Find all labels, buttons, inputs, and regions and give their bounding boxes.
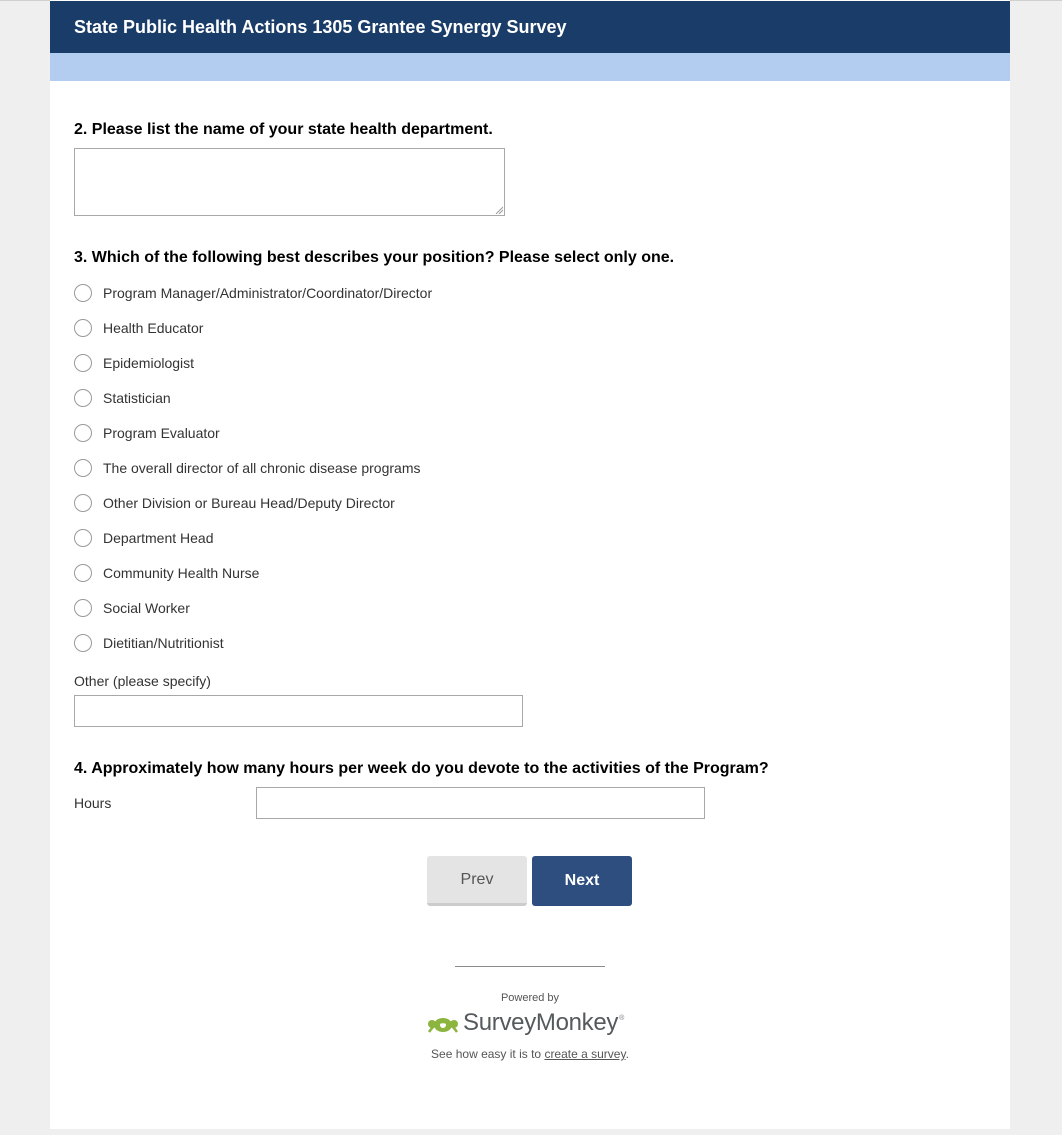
radio-button[interactable] (74, 599, 92, 617)
option-label[interactable]: Program Evaluator (103, 425, 220, 441)
hours-label: Hours (74, 795, 112, 811)
prev-button[interactable]: Prev (427, 856, 527, 906)
tagline-suffix: . (625, 1047, 629, 1061)
surveymonkey-logo[interactable] (426, 1007, 624, 1039)
state-health-department-textarea[interactable] (74, 148, 505, 216)
progress-bar-area (50, 53, 1010, 81)
question-3-title: 3. Which of the following best describes your position? Please select only one. (74, 249, 675, 266)
footer-tagline (50, 1047, 1010, 1061)
registered-mark: ® (619, 1015, 625, 1022)
option-label[interactable]: The overall director of all chronic disease programs (103, 460, 421, 476)
tagline-prefix: See how easy it is to (431, 1047, 545, 1061)
option-community-health-nurse[interactable] (74, 562, 259, 584)
create-survey-link[interactable]: create a survey (544, 1047, 626, 1061)
resize-grip-icon[interactable] (495, 206, 503, 214)
option-label[interactable]: Department Head (103, 530, 214, 546)
option-label[interactable]: Dietitian/Nutritionist (103, 635, 224, 651)
radio-button[interactable] (74, 564, 92, 582)
option-program-manager[interactable] (74, 282, 432, 304)
option-program-evaluator[interactable] (74, 422, 220, 444)
option-label[interactable]: Program Manager/Administrator/Coordinator/Director (103, 285, 433, 301)
radio-button[interactable] (74, 389, 92, 407)
other-specify-input[interactable] (74, 695, 523, 727)
hours-input[interactable] (256, 787, 705, 819)
option-dietitian[interactable] (74, 632, 224, 654)
monkey-icon (426, 1010, 460, 1036)
powered-by-text: Powered by (500, 992, 560, 1004)
option-label[interactable]: Other Division or Bureau Head/Deputy Director (103, 495, 395, 511)
option-overall-director[interactable] (74, 457, 420, 479)
radio-button[interactable] (74, 459, 92, 477)
next-button[interactable]: Next (532, 856, 632, 906)
radio-button[interactable] (74, 284, 92, 302)
radio-button[interactable] (74, 354, 92, 372)
question-2-title: 2. Please list the name of your state health department. (74, 121, 493, 138)
option-label[interactable]: Social Worker (103, 600, 190, 616)
survey-page (50, 0, 1010, 1129)
option-epidemiologist[interactable] (74, 352, 194, 374)
radio-button[interactable] (74, 494, 92, 512)
option-social-worker[interactable] (74, 597, 190, 619)
option-label[interactable]: Statistician (103, 390, 171, 406)
radio-button[interactable] (74, 529, 92, 547)
survey-header (50, 1, 1010, 53)
option-label[interactable]: Epidemiologist (103, 355, 195, 371)
option-label[interactable]: Community Health Nurse (103, 565, 260, 581)
radio-button[interactable] (74, 319, 92, 337)
option-statistician[interactable] (74, 387, 171, 409)
brand-name: SurveyMonkey (463, 1009, 619, 1036)
option-label[interactable]: Health Educator (103, 320, 204, 336)
radio-button[interactable] (74, 424, 92, 442)
option-department-head[interactable] (74, 527, 214, 549)
option-division-head[interactable] (74, 492, 395, 514)
radio-button[interactable] (74, 634, 92, 652)
footer-divider (455, 966, 605, 967)
question-4-title: 4. Approximately how many hours per week do you devote to the activities of the Program? (74, 760, 769, 777)
option-health-educator[interactable] (74, 317, 203, 339)
other-specify-label: Other (please specify) (74, 673, 211, 689)
survey-title: State Public Health Actions 1305 Grantee Synergy Survey (74, 17, 567, 37)
